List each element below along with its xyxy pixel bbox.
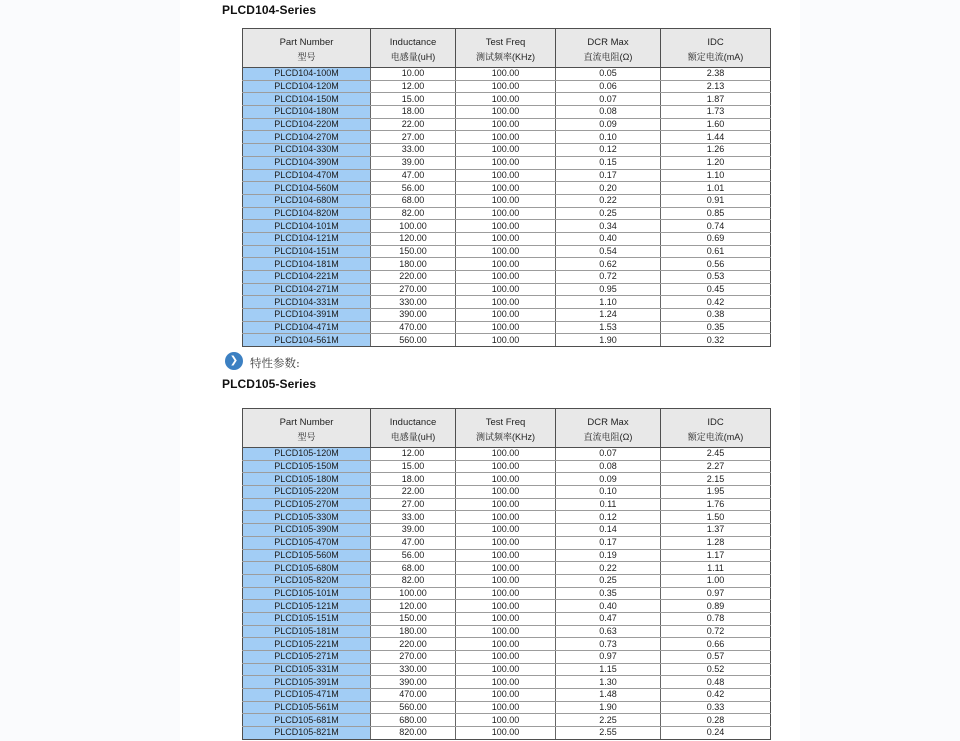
value-cell: 12.00 <box>371 448 456 461</box>
table-row <box>243 232 771 245</box>
value-cell: 100.00 <box>456 689 556 702</box>
value-cell: 47.00 <box>371 169 456 182</box>
value-cell: 100.00 <box>456 600 556 613</box>
value-cell: 270.00 <box>371 651 456 664</box>
part-number-cell: PLCD105-331M <box>243 663 371 676</box>
value-cell: 39.00 <box>371 524 456 537</box>
value-cell: 0.06 <box>556 80 661 93</box>
value-cell: 100.00 <box>456 106 556 119</box>
value-cell: 82.00 <box>371 207 456 220</box>
value-cell: 1.50 <box>661 511 771 524</box>
value-cell: 0.95 <box>556 283 661 296</box>
table-row <box>243 612 771 625</box>
value-cell: 0.45 <box>661 283 771 296</box>
value-cell: 0.07 <box>556 448 661 461</box>
part-number-cell: PLCD104-180M <box>243 106 371 119</box>
value-cell: 470.00 <box>371 689 456 702</box>
table-row <box>243 536 771 549</box>
part-number-cell: PLCD104-101M <box>243 220 371 233</box>
table-row <box>243 309 771 322</box>
value-cell: 2.13 <box>661 80 771 93</box>
value-cell: 220.00 <box>371 638 456 651</box>
value-cell: 100.00 <box>456 536 556 549</box>
value-cell: 1.95 <box>661 486 771 499</box>
value-cell: 0.66 <box>661 638 771 651</box>
value-cell: 0.15 <box>556 156 661 169</box>
value-cell: 0.28 <box>661 714 771 727</box>
plcd104-spec-table <box>242 28 771 347</box>
value-cell: 100.00 <box>456 448 556 461</box>
value-cell: 0.12 <box>556 511 661 524</box>
value-cell: 100.00 <box>456 283 556 296</box>
table-row <box>243 156 771 169</box>
value-cell: 1.17 <box>661 549 771 562</box>
value-cell: 0.57 <box>661 651 771 664</box>
value-cell: 0.54 <box>556 245 661 258</box>
table-row <box>243 701 771 714</box>
table-row <box>243 600 771 613</box>
value-cell: 12.00 <box>371 80 456 93</box>
value-cell: 0.69 <box>661 232 771 245</box>
part-number-cell: PLCD104-220M <box>243 118 371 131</box>
value-cell: 120.00 <box>371 600 456 613</box>
table-row <box>243 271 771 284</box>
section-label: 特性参数: <box>250 356 300 370</box>
value-cell: 68.00 <box>371 194 456 207</box>
value-cell: 0.22 <box>556 194 661 207</box>
table-row <box>243 93 771 106</box>
value-cell: 27.00 <box>371 498 456 511</box>
value-cell: 100.00 <box>456 498 556 511</box>
value-cell: 0.09 <box>556 118 661 131</box>
value-cell: 2.15 <box>661 473 771 486</box>
value-cell: 100.00 <box>456 625 556 638</box>
value-cell: 0.40 <box>556 600 661 613</box>
value-cell: 0.35 <box>661 321 771 334</box>
part-number-cell: PLCD105-120M <box>243 448 371 461</box>
value-cell: 15.00 <box>371 93 456 106</box>
value-cell: 1.87 <box>661 93 771 106</box>
value-cell: 27.00 <box>371 131 456 144</box>
part-number-cell: PLCD105-271M <box>243 651 371 664</box>
part-number-cell: PLCD104-560M <box>243 182 371 195</box>
value-cell: 0.07 <box>556 93 661 106</box>
value-cell: 100.00 <box>456 473 556 486</box>
table-row <box>243 524 771 537</box>
value-cell: 0.35 <box>556 587 661 600</box>
value-cell: 680.00 <box>371 714 456 727</box>
column-header: Part Number 型号 <box>243 29 371 68</box>
value-cell: 56.00 <box>371 182 456 195</box>
value-cell: 0.85 <box>661 207 771 220</box>
value-cell: 1.11 <box>661 562 771 575</box>
value-cell: 0.33 <box>661 701 771 714</box>
value-cell: 1.90 <box>556 701 661 714</box>
value-cell: 560.00 <box>371 334 456 347</box>
value-cell: 2.45 <box>661 448 771 461</box>
table-row <box>243 473 771 486</box>
part-number-cell: PLCD105-121M <box>243 600 371 613</box>
value-cell: 15.00 <box>371 460 456 473</box>
table-row <box>243 574 771 587</box>
value-cell: 100.00 <box>456 651 556 664</box>
value-cell: 330.00 <box>371 296 456 309</box>
value-cell: 0.97 <box>661 587 771 600</box>
value-cell: 33.00 <box>371 511 456 524</box>
value-cell: 1.30 <box>556 676 661 689</box>
value-cell: 2.27 <box>661 460 771 473</box>
value-cell: 330.00 <box>371 663 456 676</box>
part-number-cell: PLCD104-680M <box>243 194 371 207</box>
value-cell: 0.17 <box>556 536 661 549</box>
table-row <box>243 638 771 651</box>
column-header: Test Freq 测试频率(KHz) <box>456 29 556 68</box>
value-cell: 100.00 <box>456 334 556 347</box>
value-cell: 0.74 <box>661 220 771 233</box>
value-cell: 180.00 <box>371 258 456 271</box>
value-cell: 0.61 <box>661 245 771 258</box>
value-cell: 100.00 <box>456 207 556 220</box>
table-row <box>243 651 771 664</box>
value-cell: 0.08 <box>556 460 661 473</box>
value-cell: 0.11 <box>556 498 661 511</box>
value-cell: 560.00 <box>371 701 456 714</box>
value-cell: 100.00 <box>456 511 556 524</box>
value-cell: 0.19 <box>556 549 661 562</box>
value-cell: 82.00 <box>371 574 456 587</box>
document-page <box>180 0 800 741</box>
column-header: Inductance 电感量(uH) <box>371 409 456 448</box>
table-row <box>243 68 771 81</box>
part-number-cell: PLCD105-681M <box>243 714 371 727</box>
value-cell: 1.60 <box>661 118 771 131</box>
value-cell: 100.00 <box>456 524 556 537</box>
value-cell: 100.00 <box>456 245 556 258</box>
value-cell: 0.14 <box>556 524 661 537</box>
value-cell: 0.24 <box>661 727 771 740</box>
value-cell: 0.97 <box>556 651 661 664</box>
value-cell: 1.00 <box>661 574 771 587</box>
table-row <box>243 689 771 702</box>
value-cell: 2.38 <box>661 68 771 81</box>
part-number-cell: PLCD105-220M <box>243 486 371 499</box>
value-cell: 100.00 <box>371 587 456 600</box>
part-number-cell: PLCD105-150M <box>243 460 371 473</box>
value-cell: 0.25 <box>556 574 661 587</box>
value-cell: 0.09 <box>556 473 661 486</box>
part-number-cell: PLCD104-181M <box>243 258 371 271</box>
value-cell: 100.00 <box>456 194 556 207</box>
value-cell: 100.00 <box>456 460 556 473</box>
value-cell: 390.00 <box>371 676 456 689</box>
part-number-cell: PLCD104-471M <box>243 321 371 334</box>
part-number-cell: PLCD105-101M <box>243 587 371 600</box>
part-number-cell: PLCD104-561M <box>243 334 371 347</box>
value-cell: 0.78 <box>661 612 771 625</box>
value-cell: 33.00 <box>371 144 456 157</box>
table-row <box>243 144 771 157</box>
table-row <box>243 486 771 499</box>
part-number-cell: PLCD105-330M <box>243 511 371 524</box>
value-cell: 0.53 <box>661 271 771 284</box>
value-cell: 100.00 <box>456 296 556 309</box>
value-cell: 1.53 <box>556 321 661 334</box>
part-number-cell: PLCD104-470M <box>243 169 371 182</box>
value-cell: 1.73 <box>661 106 771 119</box>
value-cell: 150.00 <box>371 612 456 625</box>
value-cell: 100.00 <box>456 663 556 676</box>
value-cell: 0.47 <box>556 612 661 625</box>
value-cell: 1.48 <box>556 689 661 702</box>
value-cell: 1.20 <box>661 156 771 169</box>
column-header: IDC 额定电流(mA) <box>661 409 771 448</box>
value-cell: 1.26 <box>661 144 771 157</box>
chevron-right-circle-icon: ❯ <box>225 352 243 370</box>
table-row <box>243 727 771 740</box>
value-cell: 0.89 <box>661 600 771 613</box>
part-number-cell: PLCD105-680M <box>243 562 371 575</box>
part-number-cell: PLCD105-151M <box>243 612 371 625</box>
value-cell: 220.00 <box>371 271 456 284</box>
value-cell: 0.17 <box>556 169 661 182</box>
value-cell: 100.00 <box>456 587 556 600</box>
table-row <box>243 220 771 233</box>
value-cell: 22.00 <box>371 486 456 499</box>
value-cell: 100.00 <box>456 258 556 271</box>
value-cell: 0.10 <box>556 486 661 499</box>
value-cell: 1.01 <box>661 182 771 195</box>
value-cell: 100.00 <box>456 309 556 322</box>
value-cell: 0.12 <box>556 144 661 157</box>
table-row <box>243 498 771 511</box>
value-cell: 100.00 <box>456 144 556 157</box>
table-row <box>243 549 771 562</box>
value-cell: 100.00 <box>456 638 556 651</box>
value-cell: 390.00 <box>371 309 456 322</box>
table-row <box>243 258 771 271</box>
value-cell: 0.52 <box>661 663 771 676</box>
part-number-cell: PLCD104-330M <box>243 144 371 157</box>
value-cell: 0.42 <box>661 689 771 702</box>
value-cell: 100.00 <box>456 80 556 93</box>
part-number-cell: PLCD105-180M <box>243 473 371 486</box>
value-cell: 100.00 <box>456 156 556 169</box>
column-header: DCR Max 直流电阻(Ω) <box>556 409 661 448</box>
column-header: Inductance 电感量(uH) <box>371 29 456 68</box>
part-number-cell: PLCD104-151M <box>243 245 371 258</box>
value-cell: 0.72 <box>661 625 771 638</box>
value-cell: 10.00 <box>371 68 456 81</box>
value-cell: 100.00 <box>456 271 556 284</box>
part-number-cell: PLCD104-121M <box>243 232 371 245</box>
value-cell: 1.10 <box>661 169 771 182</box>
value-cell: 1.76 <box>661 498 771 511</box>
value-cell: 100.00 <box>456 701 556 714</box>
value-cell: 820.00 <box>371 727 456 740</box>
value-cell: 100.00 <box>456 549 556 562</box>
value-cell: 100.00 <box>456 169 556 182</box>
column-header: IDC 额定电流(mA) <box>661 29 771 68</box>
value-cell: 1.90 <box>556 334 661 347</box>
table-row <box>243 625 771 638</box>
part-number-cell: PLCD105-470M <box>243 536 371 549</box>
value-cell: 39.00 <box>371 156 456 169</box>
value-cell: 18.00 <box>371 473 456 486</box>
value-cell: 1.10 <box>556 296 661 309</box>
part-number-cell: PLCD105-391M <box>243 676 371 689</box>
table-row <box>243 169 771 182</box>
value-cell: 0.34 <box>556 220 661 233</box>
value-cell: 100.00 <box>456 676 556 689</box>
value-cell: 100.00 <box>456 182 556 195</box>
table-row <box>243 106 771 119</box>
value-cell: 100.00 <box>456 93 556 106</box>
part-number-cell: PLCD105-821M <box>243 727 371 740</box>
part-number-cell: PLCD105-181M <box>243 625 371 638</box>
value-cell: 1.28 <box>661 536 771 549</box>
value-cell: 2.25 <box>556 714 661 727</box>
value-cell: 18.00 <box>371 106 456 119</box>
part-number-cell: PLCD104-270M <box>243 131 371 144</box>
part-number-cell: PLCD104-391M <box>243 309 371 322</box>
table-row <box>243 511 771 524</box>
part-number-cell: PLCD104-100M <box>243 68 371 81</box>
value-cell: 56.00 <box>371 549 456 562</box>
table-row <box>243 663 771 676</box>
part-number-cell: PLCD104-331M <box>243 296 371 309</box>
value-cell: 100.00 <box>456 131 556 144</box>
value-cell: 0.42 <box>661 296 771 309</box>
value-cell: 100.00 <box>456 321 556 334</box>
value-cell: 0.73 <box>556 638 661 651</box>
value-cell: 0.56 <box>661 258 771 271</box>
value-cell: 0.72 <box>556 271 661 284</box>
part-number-cell: PLCD105-561M <box>243 701 371 714</box>
value-cell: 0.91 <box>661 194 771 207</box>
column-header: Part Number 型号 <box>243 409 371 448</box>
part-number-cell: PLCD105-471M <box>243 689 371 702</box>
value-cell: 120.00 <box>371 232 456 245</box>
table-row <box>243 460 771 473</box>
table-row <box>243 245 771 258</box>
part-number-cell: PLCD104-390M <box>243 156 371 169</box>
value-cell: 0.62 <box>556 258 661 271</box>
value-cell: 150.00 <box>371 245 456 258</box>
value-cell: 0.10 <box>556 131 661 144</box>
table-row <box>243 448 771 461</box>
value-cell: 100.00 <box>456 727 556 740</box>
value-cell: 68.00 <box>371 562 456 575</box>
value-cell: 180.00 <box>371 625 456 638</box>
part-number-cell: PLCD105-270M <box>243 498 371 511</box>
part-number-cell: PLCD105-560M <box>243 549 371 562</box>
value-cell: 0.22 <box>556 562 661 575</box>
part-number-cell: PLCD105-820M <box>243 574 371 587</box>
part-number-cell: PLCD104-271M <box>243 283 371 296</box>
value-cell: 0.48 <box>661 676 771 689</box>
table-row <box>243 334 771 347</box>
value-cell: 0.40 <box>556 232 661 245</box>
part-number-cell: PLCD104-150M <box>243 93 371 106</box>
column-header: Test Freq 测试频率(KHz) <box>456 409 556 448</box>
value-cell: 100.00 <box>456 486 556 499</box>
value-cell: 0.32 <box>661 334 771 347</box>
table-row <box>243 714 771 727</box>
header-row <box>243 29 771 68</box>
series-title-plcd104: PLCD104-Series <box>222 3 317 17</box>
table-row <box>243 118 771 131</box>
value-cell: 0.08 <box>556 106 661 119</box>
plcd105-spec-table <box>242 408 771 740</box>
part-number-cell: PLCD104-221M <box>243 271 371 284</box>
value-cell: 100.00 <box>456 562 556 575</box>
part-number-cell: PLCD104-120M <box>243 80 371 93</box>
table-row <box>243 321 771 334</box>
value-cell: 0.05 <box>556 68 661 81</box>
table-row <box>243 296 771 309</box>
table-row <box>243 194 771 207</box>
table-row <box>243 587 771 600</box>
value-cell: 270.00 <box>371 283 456 296</box>
value-cell: 100.00 <box>456 220 556 233</box>
value-cell: 2.55 <box>556 727 661 740</box>
value-cell: 0.38 <box>661 309 771 322</box>
value-cell: 1.44 <box>661 131 771 144</box>
value-cell: 1.15 <box>556 663 661 676</box>
value-cell: 100.00 <box>371 220 456 233</box>
value-cell: 1.24 <box>556 309 661 322</box>
table-row <box>243 182 771 195</box>
table-row <box>243 131 771 144</box>
value-cell: 100.00 <box>456 612 556 625</box>
value-cell: 100.00 <box>456 714 556 727</box>
table-row <box>243 207 771 220</box>
value-cell: 100.00 <box>456 68 556 81</box>
value-cell: 1.37 <box>661 524 771 537</box>
value-cell: 470.00 <box>371 321 456 334</box>
table-row <box>243 283 771 296</box>
value-cell: 0.63 <box>556 625 661 638</box>
series-title-plcd105: PLCD105-Series <box>222 377 317 391</box>
value-cell: 100.00 <box>456 232 556 245</box>
value-cell: 22.00 <box>371 118 456 131</box>
value-cell: 47.00 <box>371 536 456 549</box>
table-row <box>243 80 771 93</box>
part-number-cell: PLCD104-820M <box>243 207 371 220</box>
value-cell: 100.00 <box>456 574 556 587</box>
header-row <box>243 409 771 448</box>
value-cell: 0.25 <box>556 207 661 220</box>
value-cell: 100.00 <box>456 118 556 131</box>
table-row <box>243 676 771 689</box>
part-number-cell: PLCD105-221M <box>243 638 371 651</box>
column-header: DCR Max 直流电阻(Ω) <box>556 29 661 68</box>
value-cell: 0.20 <box>556 182 661 195</box>
part-number-cell: PLCD105-390M <box>243 524 371 537</box>
table-row <box>243 562 771 575</box>
